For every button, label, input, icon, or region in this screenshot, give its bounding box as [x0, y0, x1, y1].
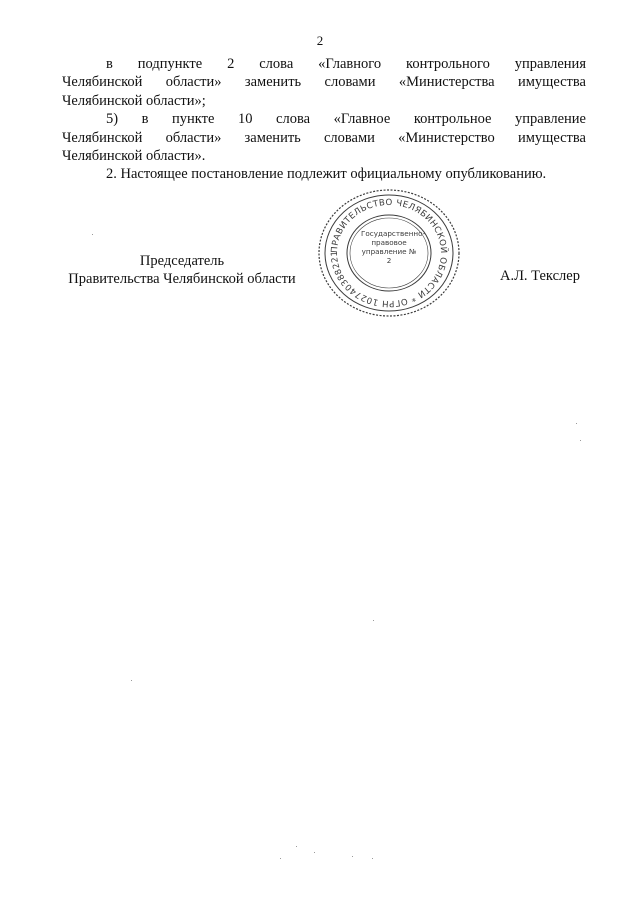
scan-speck	[576, 423, 577, 424]
scan-speck	[372, 858, 373, 859]
body-line: 2. Настоящее постановление подлежит официальному опубликованию.	[106, 166, 547, 183]
seal-graphic	[316, 187, 462, 319]
body-line: Челябинской области» заменить словами «Министерства имущества	[62, 74, 586, 91]
seal-ring-text: ПРАВИТЕЛЬСТВО ЧЕЛЯБИНСКОЙ ОБЛАСТИ * ОГРН 102740388221	[329, 197, 449, 309]
official-seal	[316, 187, 462, 319]
body-line: Челябинской области» заменить словами «Министерство имущества	[62, 129, 586, 146]
scan-speck	[314, 852, 315, 853]
scan-speck	[580, 440, 581, 441]
body-line: Челябинской области»;	[62, 92, 206, 109]
scan-speck	[352, 856, 353, 857]
scan-speck	[373, 620, 374, 621]
scan-speck	[280, 858, 281, 859]
body-line: в подпункте 2 слова «Главного контрольного управления	[106, 56, 586, 72]
scan-speck	[296, 846, 297, 847]
signatory-title-line: Правительства Челябинской области	[68, 271, 296, 288]
document-body	[62, 55, 586, 184]
body-line: 5) в пункте 10 слова «Главное контрольное управление	[106, 111, 586, 128]
scan-speck	[92, 234, 93, 235]
seal-center-text: Государственно-правовое управление № 2	[361, 229, 426, 265]
signatory-name: А.Л. Текслер	[500, 268, 580, 284]
body-line: Челябинской области».	[62, 148, 206, 165]
signatory-title-line: Председатель	[139, 253, 225, 269]
scan-speck	[131, 680, 132, 681]
signatory-title	[62, 252, 302, 289]
page-number: 2	[316, 33, 324, 48]
